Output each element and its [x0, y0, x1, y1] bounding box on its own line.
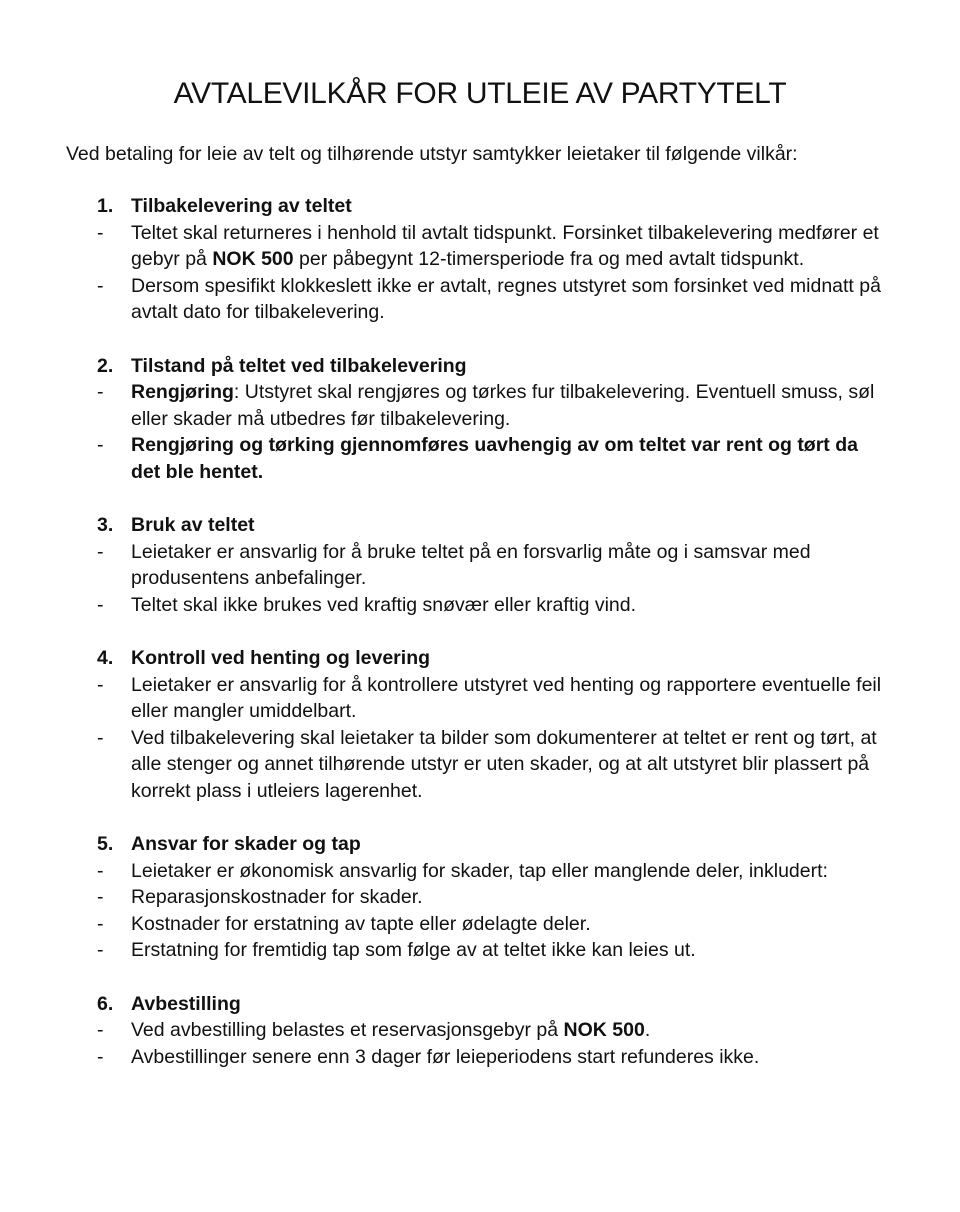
bullet-dash: -: [97, 593, 104, 616]
bullet-item: [0, 725, 960, 805]
bullet-dash: -: [97, 673, 104, 696]
bullet-dash: -: [97, 274, 104, 297]
bullet-item: [0, 592, 960, 619]
bullet-dash: -: [97, 1019, 104, 1041]
section-title: Ansvar for skader og tap: [131, 833, 361, 855]
bullet-dash: -: [97, 859, 104, 882]
intro-paragraph: Ved betaling for leie av telt og tilhørende utstyr samtykker leietaker til følgende vilkår:: [66, 143, 798, 165]
bullet-text: [131, 858, 891, 885]
terms-sections: [0, 193, 960, 1097]
section-number: 5.: [97, 833, 114, 855]
section-4: [0, 645, 960, 804]
bullet-item: [0, 672, 960, 725]
section-1: [0, 193, 960, 326]
section-title: Tilstand på teltet ved tilbakelevering: [131, 354, 467, 377]
section-6: [0, 991, 960, 1071]
document-title: AVTALEVILKÅR FOR UTLEIE AV PARTYTELT: [173, 77, 787, 110]
text-run: Erstatning for fremtidig tap som følge av at teltet ikke kan leies ut.: [131, 939, 696, 961]
bullet-dash: -: [97, 540, 104, 563]
bullet-text: [131, 220, 891, 273]
bullet-text: [131, 592, 891, 619]
text-run: Ved tilbakelevering skal leietaker ta bilder som dokumenterer at teltet er rent og tørt, at alle stenger og annet tilhørende utstyr er uten skader, og at alt utstyret blir plassert på korrekt plass i utleiers lagerenhet.: [131, 726, 877, 802]
bullet-text: [131, 911, 891, 938]
bullet-item: [0, 937, 960, 964]
text-run: .: [644, 1019, 651, 1041]
text-run: Leietaker er økonomisk ansvarlig for skader, tap eller manglende deler, inkludert:: [131, 859, 828, 882]
bullet-text: [131, 884, 891, 911]
bullet-text: [131, 539, 891, 592]
bullet-item: [0, 884, 960, 911]
bullet-dash: -: [97, 726, 104, 749]
bullet-text: [131, 273, 891, 326]
section-number: 1.: [97, 195, 114, 217]
bullet-text: [131, 432, 891, 485]
bullet-item: [0, 911, 960, 938]
section-number: 4.: [97, 647, 114, 669]
text-run: Kostnader for erstatning av tapte eller ødelagte deler.: [131, 912, 591, 935]
text-run: Teltet skal returneres i henhold til avtalt tidspunkt. Forsinket tilbakelevering medfører et gebyr på: [131, 221, 879, 270]
bullet-item: [0, 379, 960, 432]
bullet-text: [131, 1017, 891, 1044]
bullet-item: [0, 220, 960, 273]
bullet-item: [0, 1044, 960, 1071]
section-heading: [0, 193, 960, 220]
text-run: Teltet skal ikke brukes ved kraftig snøvær eller kraftig vind.: [131, 593, 637, 616]
bullet-text: [131, 379, 891, 432]
bullet-dash: -: [97, 912, 104, 935]
section-title: Avbestilling: [131, 992, 241, 1015]
bullet-text: [131, 1044, 891, 1071]
text-run: per påbegynt 12-timersperiode fra og med avtalt tidspunkt.: [293, 248, 805, 270]
bullet-text: [131, 672, 891, 725]
bullet-dash: -: [97, 434, 104, 456]
bullet-dash: -: [97, 381, 104, 403]
bold-text-run: NOK 500: [212, 248, 294, 270]
section-3: [0, 512, 960, 618]
section-number: 3.: [97, 514, 114, 536]
bullet-dash: -: [97, 1045, 104, 1068]
bullet-dash: -: [97, 886, 104, 908]
section-heading: [0, 831, 960, 858]
bullet-dash: -: [97, 939, 104, 961]
bullet-item: [0, 539, 960, 592]
bold-text-run: NOK 500: [563, 1019, 645, 1041]
section-heading: [0, 645, 960, 672]
bullet-item: [0, 1017, 960, 1044]
text-run: Dersom spesifikt klokkeslett ikke er avtalt, regnes utstyret som forsinket ved midnatt på avtalt dato for tilbakelevering.: [131, 274, 881, 323]
text-run: Ved avbestilling belastes et reservasjonsgebyr på: [131, 1019, 564, 1041]
bullet-text: [131, 937, 891, 964]
section-heading: [0, 991, 960, 1018]
section-heading: [0, 353, 960, 380]
section-title: Kontroll ved henting og levering: [131, 647, 431, 669]
bold-text-run: Rengjøring: [131, 381, 234, 403]
text-run: Reparasjonskostnader for skader.: [131, 886, 423, 908]
section-number: 2.: [97, 354, 114, 377]
section-title: Tilbakelevering av teltet: [131, 195, 352, 217]
bullet-dash: -: [97, 221, 104, 244]
section-number: 6.: [97, 992, 114, 1015]
section-2: [0, 353, 960, 486]
text-run: Leietaker er ansvarlig for å bruke teltet på en forsvarlig måte og i samsvar med produsentens anbefalinger.: [131, 540, 811, 589]
bold-text-run: Rengjøring og tørking gjennomføres uavhengig av om teltet var rent og tørt da det ble hentet.: [131, 434, 858, 483]
section-heading: [0, 512, 960, 539]
section-title: Bruk av teltet: [131, 514, 255, 536]
bullet-item: [0, 858, 960, 885]
text-run: Avbestillinger senere enn 3 dager før leieperiodens start refunderes ikke.: [131, 1045, 760, 1068]
section-5: [0, 831, 960, 964]
text-run: Leietaker er ansvarlig for å kontrollere utstyret ved henting og rapportere eventuelle feil eller mangler umiddelbart.: [131, 673, 882, 722]
text-run: : Utstyret skal rengjøres og tørkes fur tilbakelevering. Eventuell smuss, søl eller skader må utbedres før tilbakelevering.: [131, 381, 875, 430]
bullet-item: [0, 432, 960, 485]
bullet-item: [0, 273, 960, 326]
bullet-text: [131, 725, 891, 805]
